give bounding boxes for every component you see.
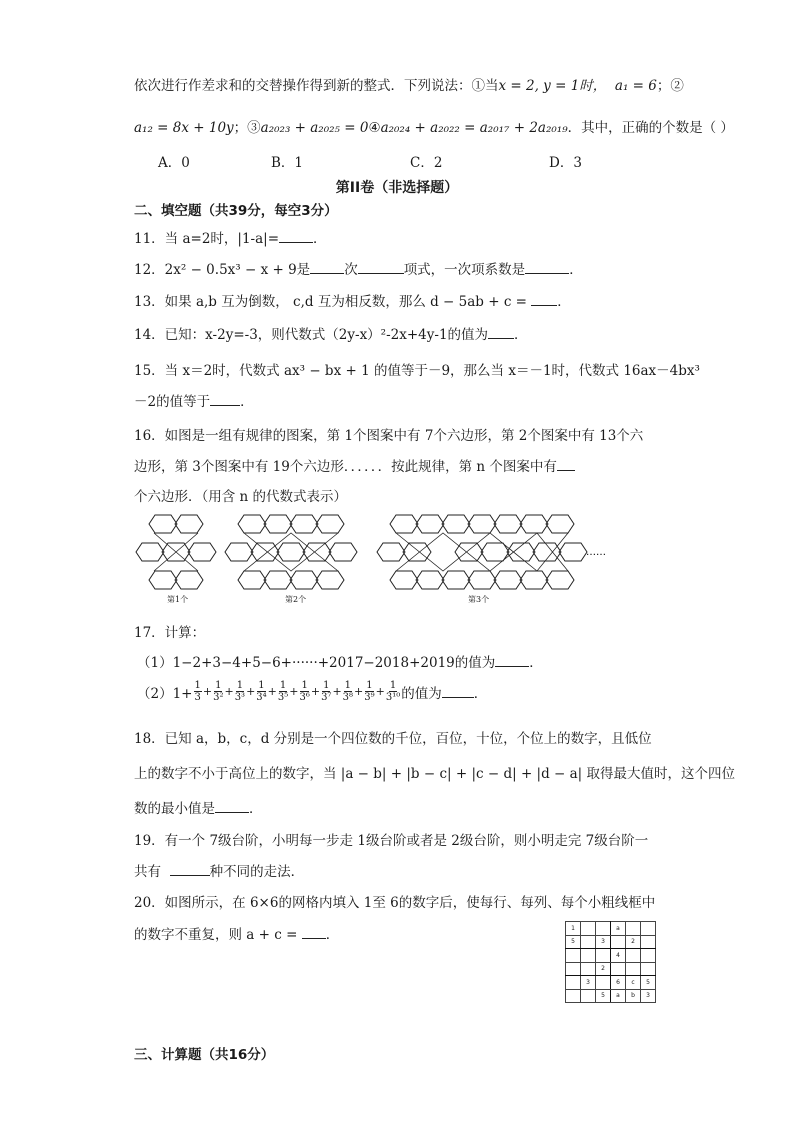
- q16-line2: [134, 455, 575, 475]
- denominator: 3⁷: [321, 692, 332, 703]
- hexagon: [175, 571, 203, 589]
- denominator: 3: [194, 692, 201, 703]
- grid-cell: a: [611, 989, 626, 1003]
- hexagon: [390, 515, 418, 533]
- q17-1-text: （1）1−2+3−4+5−6+······+2017−2018+2019的值为: [137, 655, 496, 671]
- q18-line2: 上的数字不小于高位上的数字，当 |a − b| + |b − c| + |c − d| + |d − a| 取得最大值时，这个四位: [134, 766, 736, 782]
- grid-cell: [611, 935, 626, 949]
- grid-cell: [596, 922, 611, 936]
- fraction: [343, 680, 353, 703]
- grid-cell: 3: [581, 976, 596, 990]
- q12: 12．2x² − 0.5x³ − x + 9是 次 项式，一次项系数是 ．: [134, 262, 583, 278]
- q20-line2: 的数字不重复，则 a + c = ．: [134, 927, 340, 943]
- q10-statement3: a₂₀₂₃ + a₂₀₂₅ = 0: [260, 120, 369, 136]
- denominator: 3⁴: [256, 692, 267, 703]
- grid-row: [566, 989, 656, 1003]
- q15-line2: －2的值等于 ．: [134, 394, 254, 410]
- grid-cell: 3: [641, 989, 656, 1003]
- q15-blank: [210, 393, 240, 406]
- q18-blank: [215, 800, 249, 813]
- hexagon: [316, 515, 344, 533]
- hexagon: [188, 543, 216, 561]
- hexagon: [290, 571, 318, 589]
- grid-cell: [566, 949, 581, 963]
- grid-cell: a: [611, 922, 626, 936]
- denominator: 3⁹: [364, 692, 375, 703]
- q13: 13．如果 a,b 互为倒数， c,d 互为相反数，那么 d − 5ab + c = ．: [134, 294, 571, 310]
- q20-text2: 的数字不重复，则 a + c =: [134, 927, 298, 943]
- q11-blank: [279, 230, 313, 243]
- q13-blank: [531, 293, 557, 306]
- grid-cell: 2: [626, 935, 641, 949]
- plus-sign: +: [267, 685, 277, 698]
- grid-cell: [596, 949, 611, 963]
- q20-blank: [302, 926, 326, 939]
- hexagon: [416, 571, 444, 589]
- caption-2: 第2个: [285, 595, 307, 604]
- caption-1: 第1个: [167, 595, 189, 604]
- q12-blank1: [310, 261, 344, 274]
- pattern-3: [377, 515, 587, 589]
- plus-sign: +: [310, 685, 321, 698]
- q10-text: 依次进行作差求和的交替操作得到新的整式．下列说法：①当: [134, 78, 499, 94]
- q17-part2: （2）1+ $\frac{1}{3}$ + $\frac{1}{\text{3²}}$ + $\frac{1}{\text{3³}}$ + $\frac{1}{\text{3⁴}}$ + $\frac{1}{\text{3⁵}}$ + $\frac{1}{\text{3⁶}}$ + $\frac{1}{\text{3⁷}}$ + $\frac{1}{\text{3⁸}}$ + $\frac{1}{\text{3⁹}}$ + $\frac{1}{\text{3¹⁰}}$ 的值为 ．: [137, 680, 488, 703]
- fraction: [194, 680, 202, 703]
- hexagon: [442, 571, 470, 589]
- section2-header: 二、填空题（共39分，每空3分）: [134, 203, 338, 219]
- hexagon: [481, 543, 509, 561]
- hexagon: [238, 515, 266, 533]
- grid-cell: [581, 962, 596, 976]
- q19-line1: 19．有一个 7级台阶，小明每一步走 1级台阶或者是 2级台阶，则小明走完 7级台阶一: [134, 833, 649, 849]
- caption-3: 第3个: [468, 595, 490, 604]
- section2-title: 第II卷（非选择题）: [335, 180, 459, 196]
- hexagon: [277, 543, 305, 561]
- numerator: 1: [236, 680, 244, 691]
- grid-row: [566, 976, 656, 990]
- hexagon-pattern-figure: [134, 510, 614, 592]
- grid-cell: [566, 976, 581, 990]
- grid-cell: 6: [611, 976, 626, 990]
- grid-cell: [581, 922, 596, 936]
- fraction: [321, 680, 331, 703]
- q17-2-suffix: 的值为: [401, 685, 442, 702]
- hexagon: [136, 543, 164, 561]
- q17-1-blank: [495, 654, 529, 667]
- q10-s4-label: ④: [368, 120, 381, 136]
- q16-line1: 16．如图是一组有规律的图案，第 1个图案中有 7个六边形，第 2个图案中有 13个六: [134, 428, 644, 444]
- q17-2-blank: [442, 685, 474, 698]
- hexagon: [546, 571, 574, 589]
- sudoku-grid-6x6: [565, 921, 656, 1003]
- fraction: [386, 680, 400, 703]
- q17-title: 17．计算：: [134, 625, 206, 641]
- grid-cell: [641, 949, 656, 963]
- fraction: [256, 680, 266, 703]
- denominator: 3¹⁰: [385, 692, 401, 703]
- hexagon: [494, 571, 522, 589]
- hexagon: [468, 515, 496, 533]
- denominator: 3⁶: [299, 692, 310, 703]
- q10-statement2: a₁₂ = 8x + 10y: [134, 120, 234, 136]
- q11-text: 11．当 a=2时，|1-a|=: [134, 231, 280, 247]
- hexagon: [149, 515, 177, 533]
- numerator: 1: [301, 680, 308, 691]
- denominator: 3²: [213, 692, 224, 703]
- q10-option-a: A．0: [158, 155, 190, 171]
- q14-blank: [488, 326, 514, 339]
- hexagon: [238, 571, 266, 589]
- plus-sign: +: [354, 685, 364, 698]
- grid-cell: [626, 962, 641, 976]
- q15-line1: 15．当 x＝2时，代数式 ax³ − bx + 1 的值等于－9，那么当 x＝－1时，代数式 16ax－4bx³: [134, 363, 700, 379]
- plus-sign: +: [375, 685, 385, 698]
- numerator: 1: [258, 680, 265, 691]
- q15-text2: －2的值等于: [134, 394, 211, 410]
- continuation-dots: ……: [586, 547, 606, 558]
- hexagon: [442, 515, 470, 533]
- denominator: 3⁵: [277, 692, 289, 703]
- hexagon: [149, 571, 177, 589]
- numerator: 1: [215, 680, 222, 691]
- fraction: [299, 680, 309, 703]
- q16-text2: 边形，第 3个图案中有 19个六边形．．．．．．按此规律，第 n 个图案中有: [134, 459, 557, 475]
- q17-2-fractions: [193, 680, 402, 703]
- q18-line3: 数的最小值是 ．: [134, 801, 263, 817]
- q16-blank: [557, 458, 575, 471]
- hexagon: [520, 571, 548, 589]
- numerator: 1: [389, 680, 397, 691]
- grid-cell: 3: [596, 935, 611, 949]
- grid-row: [566, 949, 656, 963]
- hexagon: [520, 515, 548, 533]
- q19-blank: [170, 863, 210, 876]
- grid-cell: c: [626, 976, 641, 990]
- grid-cell: [581, 935, 596, 949]
- q12-blank2: [358, 261, 404, 274]
- grid-cell: 5: [566, 935, 581, 949]
- numerator: 1: [194, 680, 201, 691]
- grid-cell: [596, 976, 611, 990]
- pattern-1: [136, 515, 216, 589]
- grid-cell: [641, 935, 656, 949]
- q10-line1: [134, 74, 684, 94]
- hexagon: [390, 571, 418, 589]
- q10-line2: [134, 116, 734, 136]
- q16-line3: 个六边形．（用含 n 的代数式表示）: [134, 489, 348, 505]
- q12-text: 12．2x² − 0.5x³ − x + 9是: [134, 262, 311, 278]
- grid-cell: [641, 962, 656, 976]
- grid-cell: b: [626, 989, 641, 1003]
- q10-option-b: B．1: [271, 155, 304, 171]
- q10-condition: x = 2, y = 1时，: [498, 78, 607, 94]
- numerator: 1: [323, 680, 330, 691]
- grid-cell: 4: [611, 949, 626, 963]
- numerator: 1: [366, 680, 373, 691]
- q13-text: 13．如果 a,b 互为倒数， c,d 互为相反数，那么 d − 5ab + c =: [134, 294, 527, 310]
- grid-cell: [611, 962, 626, 976]
- plus-sign: +: [289, 685, 299, 698]
- q12-text-b: 次: [344, 262, 358, 278]
- q14-text: 14．已知：x-2y=-3，则代数式（2y-x）²-2x+4y-1的值为: [134, 327, 489, 343]
- grid-cell: 5: [641, 976, 656, 990]
- pattern-2: [225, 515, 357, 589]
- plus-sign: +: [246, 685, 256, 698]
- q10-statement4: a₂₀₂₄ + a₂₀₂₂ = a₂₀₁₇ + 2a₂₀₁₉: [380, 120, 568, 136]
- hexagon: [264, 515, 292, 533]
- hexagon: [264, 571, 292, 589]
- fraction: [213, 680, 223, 703]
- denominator: 3³: [234, 692, 246, 703]
- hexagon: [559, 543, 587, 561]
- q10-a1: a₁ = 6: [614, 78, 657, 94]
- grid-cell: 1: [566, 922, 581, 936]
- q12-text-c: 项式，一次项系数是: [403, 262, 526, 278]
- hexagon: [416, 515, 444, 533]
- q10-option-c: C．2: [410, 155, 443, 171]
- grid-cell: [566, 962, 581, 976]
- grid-cell: 5: [596, 989, 611, 1003]
- plus-sign: +: [224, 685, 234, 698]
- grid-row: [566, 935, 656, 949]
- hexagon: [316, 571, 344, 589]
- grid-cell: [626, 922, 641, 936]
- plus-sign: +: [202, 685, 213, 698]
- hexagon: [494, 515, 522, 533]
- q10-tail: ．其中，正确的个数是（ ）: [567, 120, 734, 136]
- q19-text2b: 种不同的走法．: [209, 864, 305, 880]
- hexagon: [290, 515, 318, 533]
- fraction: [235, 680, 245, 703]
- hexagon: [546, 515, 574, 533]
- plus-sign: +: [332, 685, 342, 698]
- q17-2-prefix: （2）1+: [137, 685, 193, 702]
- q10-sep: ；②: [656, 78, 684, 94]
- q14: 14．已知：x-2y=-3，则代数式（2y-x）²-2x+4y-1的值为 ．: [134, 327, 528, 343]
- q12-blank3: [525, 261, 569, 274]
- grid-row: [566, 922, 656, 936]
- q11: 11．当 a=2时，|1-a|= ．: [134, 231, 327, 247]
- fraction: [278, 680, 288, 703]
- q20-line1: 20．如图所示，在 6×6的网格内填入 1至 6的数字后，使每行、每列、每个小粗线框中: [134, 895, 656, 911]
- grid-cell: [581, 989, 596, 1003]
- fraction: [364, 680, 374, 703]
- q19-text2: 共有: [134, 864, 161, 880]
- section3-header: 三、计算题（共16分）: [134, 1047, 275, 1063]
- hexagon: [225, 543, 253, 561]
- q18-text3: 数的最小值是: [134, 801, 215, 817]
- q19-line2: [134, 860, 304, 880]
- q10-option-d: D．3: [549, 155, 582, 171]
- denominator: 3⁸: [342, 692, 354, 703]
- hexagon: [175, 515, 203, 533]
- grid-row: [566, 962, 656, 976]
- hexagon: [468, 571, 496, 589]
- grid-cell: [626, 949, 641, 963]
- q10-sep2: ；③: [233, 120, 261, 136]
- numerator: 1: [279, 680, 287, 691]
- grid-cell: [581, 949, 596, 963]
- q18-line1: 18．已知 a，b，c，d 分别是一个四位数的千位，百位，十位，个位上的数字，且低位: [134, 731, 652, 747]
- grid-cell: [566, 989, 581, 1003]
- grid-cell: [641, 922, 656, 936]
- grid-cell: 2: [596, 962, 611, 976]
- numerator: 1: [344, 680, 352, 691]
- hexagon: [329, 543, 357, 561]
- q17-part1: （1）1−2+3−4+5−6+······+2017−2018+2019的值为 ．: [137, 655, 543, 671]
- hexagon: [377, 543, 405, 561]
